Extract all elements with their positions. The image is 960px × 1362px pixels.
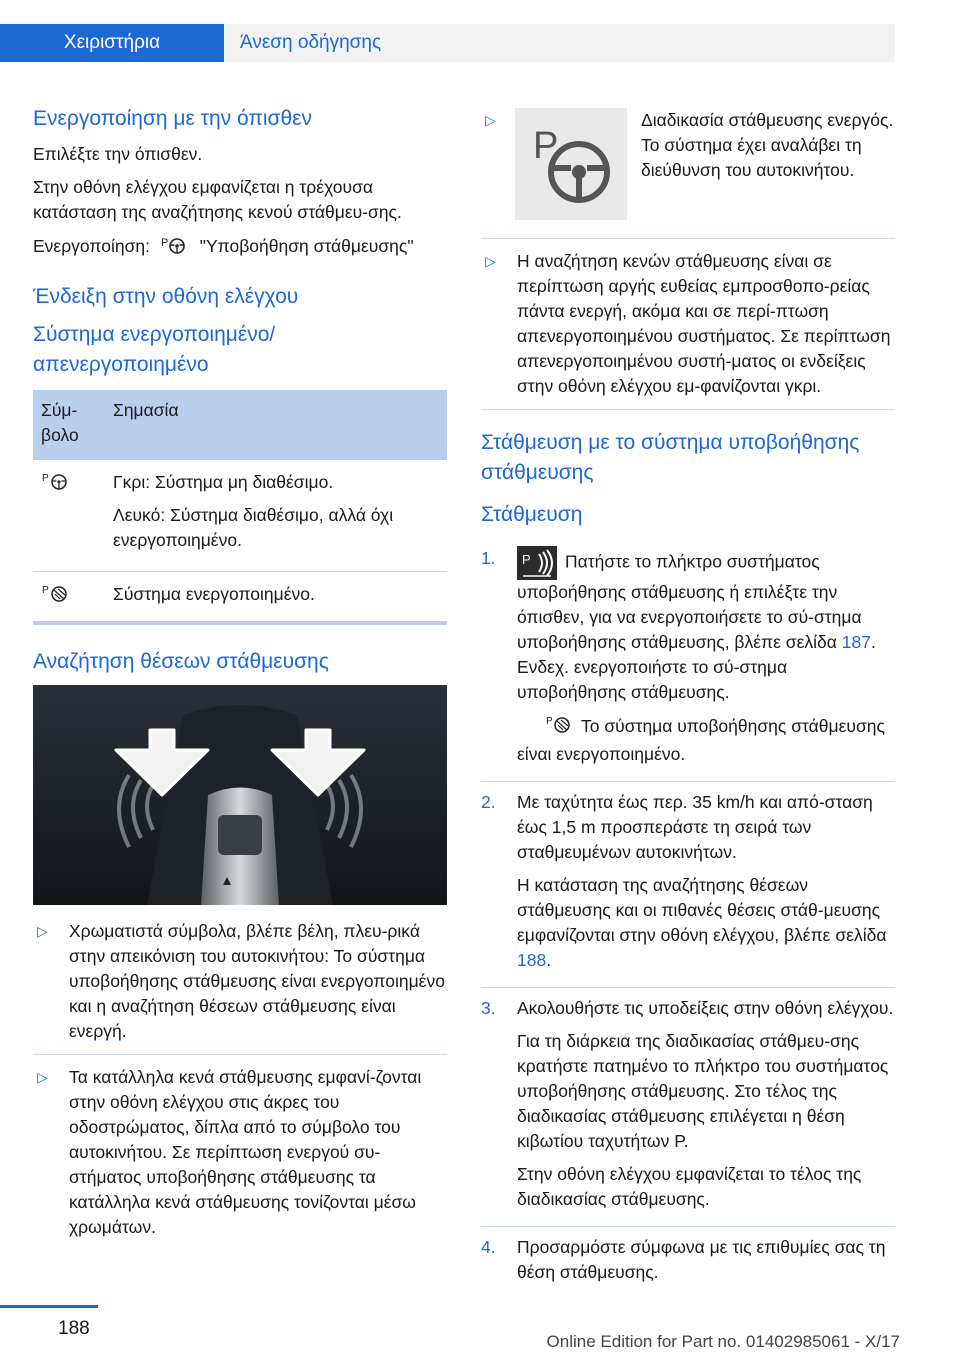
park-assist-icon [155,233,195,262]
list-item [481,98,895,239]
list-item: ▷ Τα κατάλληλα κενά στάθμευσης εμφανί-ζονται στην οθόνη ελέγχου στις άκρες του οδοστρώματος, δίπλα από το σύμβολο του αυτοκινήτου. Σε περίπτωση ενεργού συ-στήματος υποβοήθησης στάθμευσης τα κατάλληλα κενά στάθμευσης τονίζονται μέσω χρωμάτων. [37,1067,422,1237]
heading-system-state: Σύστημα ενεργοποιημένο/ απενεργοποιημένο [33,323,276,376]
list-item: 1. P Πατήστε το πλήκτρο συστήματος υποβοήθησης στάθμευσης ή επιλέξτε την όπισθεν, για να ενεργοποιήσετε το σύ-στημα υποβοήθησης στάθμευσης, βλέπε σελίδα 187. Ενδεχ. ενεργοποιήστε το σύ-στημα υποβοήθησης στάθμευσης. P Το σύστημα υποβοήθησης στάθμευσης είναι ενεργοποιημένο. [481,538,895,782]
svg-text:P: P [546,716,553,727]
para-select-reverse: Επιλέξτε την όπισθεν. [33,144,203,164]
park-assist-active-icon [545,713,575,742]
activation-menu-item: "Υποβοήθηση στάθμευσης" [199,236,414,257]
edition-note: Online Edition for Part no. 01402985061 - X/17 [546,1332,900,1351]
list-item: ▷ Η αναζήτηση κενών στάθμευσης είναι σε περίπτωση αργής ευθείας εμπροσθοπο-ρείας πάντα ενεργή, ακόμα και σε περί-πτωση απενεργοποιημένου συστήματος. Σε περίπτωση απενεργοποιημένου συστή-ματος οι ενδείξεις στην οθόνη ελέγχου εμ-φανίζονται γκρι. [481,239,895,410]
list-item: 4. Προσαρμόστε σύμφωνα με τις επιθυμίες σας τη θέση στάθμευσης. [481,1237,886,1282]
triangle-bullet-icon: ▷ [37,1069,48,1085]
meaning-grey: Γκρι: Σύστημα μη διαθέσιμο. [113,472,334,492]
svg-text:P: P [42,585,49,596]
left-column [33,92,447,1250]
list-item: 2. Με ταχύτητα έως περ. 35 km/h και από-σταση έως 1,5 m προσπεράστε τη σειρά των σταθμευμένων αυτοκινήτων. Η κατάσταση της αναζήτησης θέσεων στάθμευσης και οι πιθανές θέσεις στάθ-μευσης εμφανίζονται στην οθόνη ελέγχου, βλέπε σελίδα 188. [481,782,895,988]
step-number: 3. [481,998,496,1018]
bullet-text: Διαδικασία στάθμευσης ενεργός. Το σύστημα έχει αναλάβει τη διεύθυνση του αυτοκινήτου. [641,110,894,180]
tab-driving-comfort[interactable]: Άνεση οδήγησης [224,24,895,62]
footer-rule [0,1305,98,1308]
heading-activate-reverse: Ενεργοποίηση με την όπισθεν [33,107,313,130]
col-symbol: Σύμ-βολο [33,390,105,460]
heading-parking: Στάθμευση [481,503,583,526]
parking-steps [481,538,895,1299]
tab-controls[interactable]: Χειριστήρια [0,24,224,62]
parking-search-image [33,685,447,905]
table-header-row [33,390,447,460]
step-number: 1. [481,548,496,568]
page-link-187[interactable]: 187 [841,632,871,652]
symbol-table [33,390,447,625]
triangle-bullet-icon: ▷ [485,253,496,269]
symbol-cell [33,572,105,624]
park-assist-button-icon [517,546,557,580]
status-bullets [481,98,895,410]
svg-text:P: P [42,473,49,484]
table-row [33,572,447,624]
header-bar [0,0,960,62]
symbol-cell [33,460,105,572]
svg-text:P: P [160,237,169,249]
list-item: 3. Ακολουθήστε τις υποδείξεις στην οθόνη ελέγχου. Για τη διάρκεια της διαδικασίας στάθμευ-σης κρατήστε πατημένο το πλήκτρο του συστήματος υποβοήθησης στάθμευσης. Στο τέλος της διαδικασίας στάθμευσης επιλέγεται η θέση κιβωτίου ταχυτήτων P. Στην οθόνη ελέγχου εμφανίζεται το τέλος της διαδικασίας στάθμευσης. [481,988,895,1227]
park-steering-icon [515,108,627,220]
table-row [33,460,447,572]
page-link-188[interactable]: 188 [517,950,547,970]
right-column [481,98,895,1299]
park-assist-active-icon [41,585,73,608]
triangle-bullet-icon: ▷ [485,112,496,128]
heading-search: Αναζήτηση θέσεων στάθμευσης [33,650,329,673]
step-number: 4. [481,1237,496,1257]
col-meaning: Σημασία [105,390,447,460]
search-bullets [33,909,447,1250]
para-activation [33,233,447,262]
meaning-cell [105,460,447,572]
list-item: ▷ Χρωματιστά σύμβολα, βλέπε βέλη, πλευ-ρικά στην απεικόνιση του αυτοκινήτου: Το σύστημα υποβοήθησης στάθμευσης είναι ενεργοποιημένο και η αναζήτηση θέσεων στάθμευσης είναι ενεργή. [33,909,447,1055]
page-number: 188 [58,1318,90,1339]
meaning-cell: Σύστημα ενεργοποιημένο. [105,572,447,624]
activation-label: Ενεργοποίηση: [33,236,150,257]
triangle-bullet-icon: ▷ [37,923,48,939]
svg-text:P: P [533,125,559,167]
para-status: Στην οθόνη ελέγχου εμφανίζεται η τρέχουσα κατάσταση της αναζήτησης κενού στάθμευ-σης. [33,177,402,222]
step-number: 2. [481,792,496,812]
park-assist-icon [41,473,73,496]
svg-text:P: P [522,552,531,567]
meaning-white: Λευκό: Σύστημα διαθέσιμο, αλλά όχι ενεργοποιημένο. [113,505,394,550]
heading-display: Ένδειξη στην οθόνη ελέγχου [33,285,299,308]
heading-parking-with-assist: Στάθμευση με το σύστημα υποβοήθησης στάθμευσης [481,431,860,484]
